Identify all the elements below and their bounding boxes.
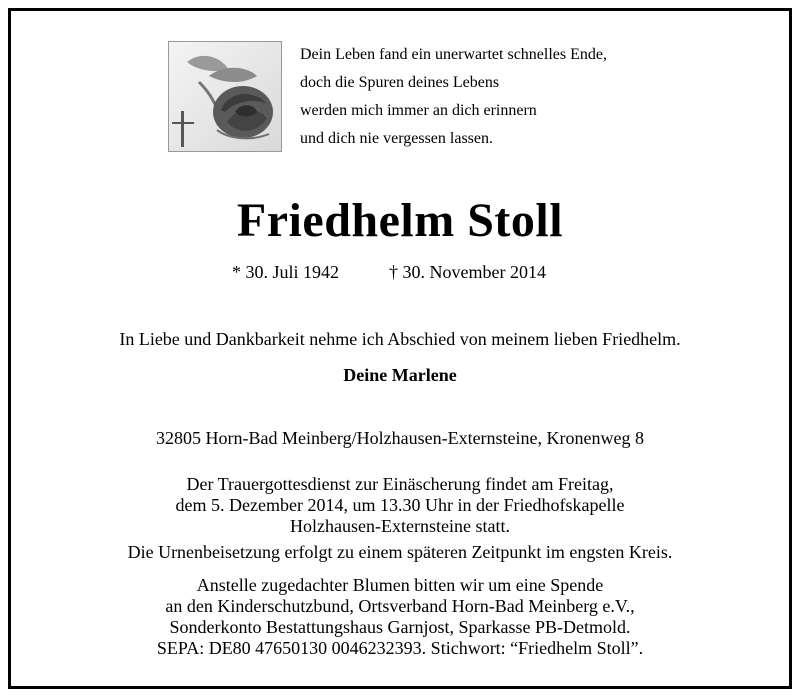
birth-date: * 30. Juli 1942 <box>232 262 340 282</box>
urn-line: Die Urnenbeisetzung erfolgt zu einem späteren Zeitpunkt im engsten Kreis. <box>127 542 673 562</box>
deceased-name: Friedhelm Stoll <box>236 194 564 247</box>
donation-line: Anstelle zugedachter Blumen bitten wir um eine Spende <box>196 575 604 595</box>
service-line: Holzhausen-Externsteine statt. <box>290 516 510 536</box>
service-line: Der Trauergottesdienst zur Einäscherung findet am Freitag, <box>186 474 614 494</box>
farewell-message: In Liebe und Dankbarkeit nehme ich Abschied von meinem lieben Friedhelm. <box>119 329 681 349</box>
death-date: † 30. November 2014 <box>389 262 546 282</box>
service-info <box>0 474 800 537</box>
cross-icon <box>181 111 184 147</box>
poem-line: doch die Spuren deines Lebens <box>300 74 500 91</box>
signature: Deine Marlene <box>343 365 457 385</box>
donation-info <box>0 575 800 659</box>
cross-icon-bar <box>172 122 194 124</box>
rose-photo <box>168 41 282 152</box>
donation-line: Sonderkonto Bestattungshaus Garnjost, Sparkasse PB-Detmold. <box>169 617 631 637</box>
poem-line: Dein Leben fand ein unerwartet schnelles Ende, <box>300 46 607 63</box>
rose-icon <box>169 42 281 151</box>
poem-line: werden mich immer an dich erinnern <box>300 102 537 119</box>
urn-info <box>0 542 800 563</box>
donation-line: an den Kinderschutzbund, Ortsverband Horn-Bad Meinberg e.V., <box>165 596 635 616</box>
address: 32805 Horn-Bad Meinberg/Holzhausen-Externsteine, Kronenweg 8 <box>155 428 645 448</box>
donation-line: SEPA: DE80 47650130 0046232393. Stichwort: “Friedhelm Stoll”. <box>156 638 644 658</box>
service-line: dem 5. Dezember 2014, um 13.30 Uhr in der Friedhofskapelle <box>175 495 625 515</box>
poem <box>300 41 607 153</box>
poem-line: und dich nie vergessen lassen. <box>300 130 493 147</box>
